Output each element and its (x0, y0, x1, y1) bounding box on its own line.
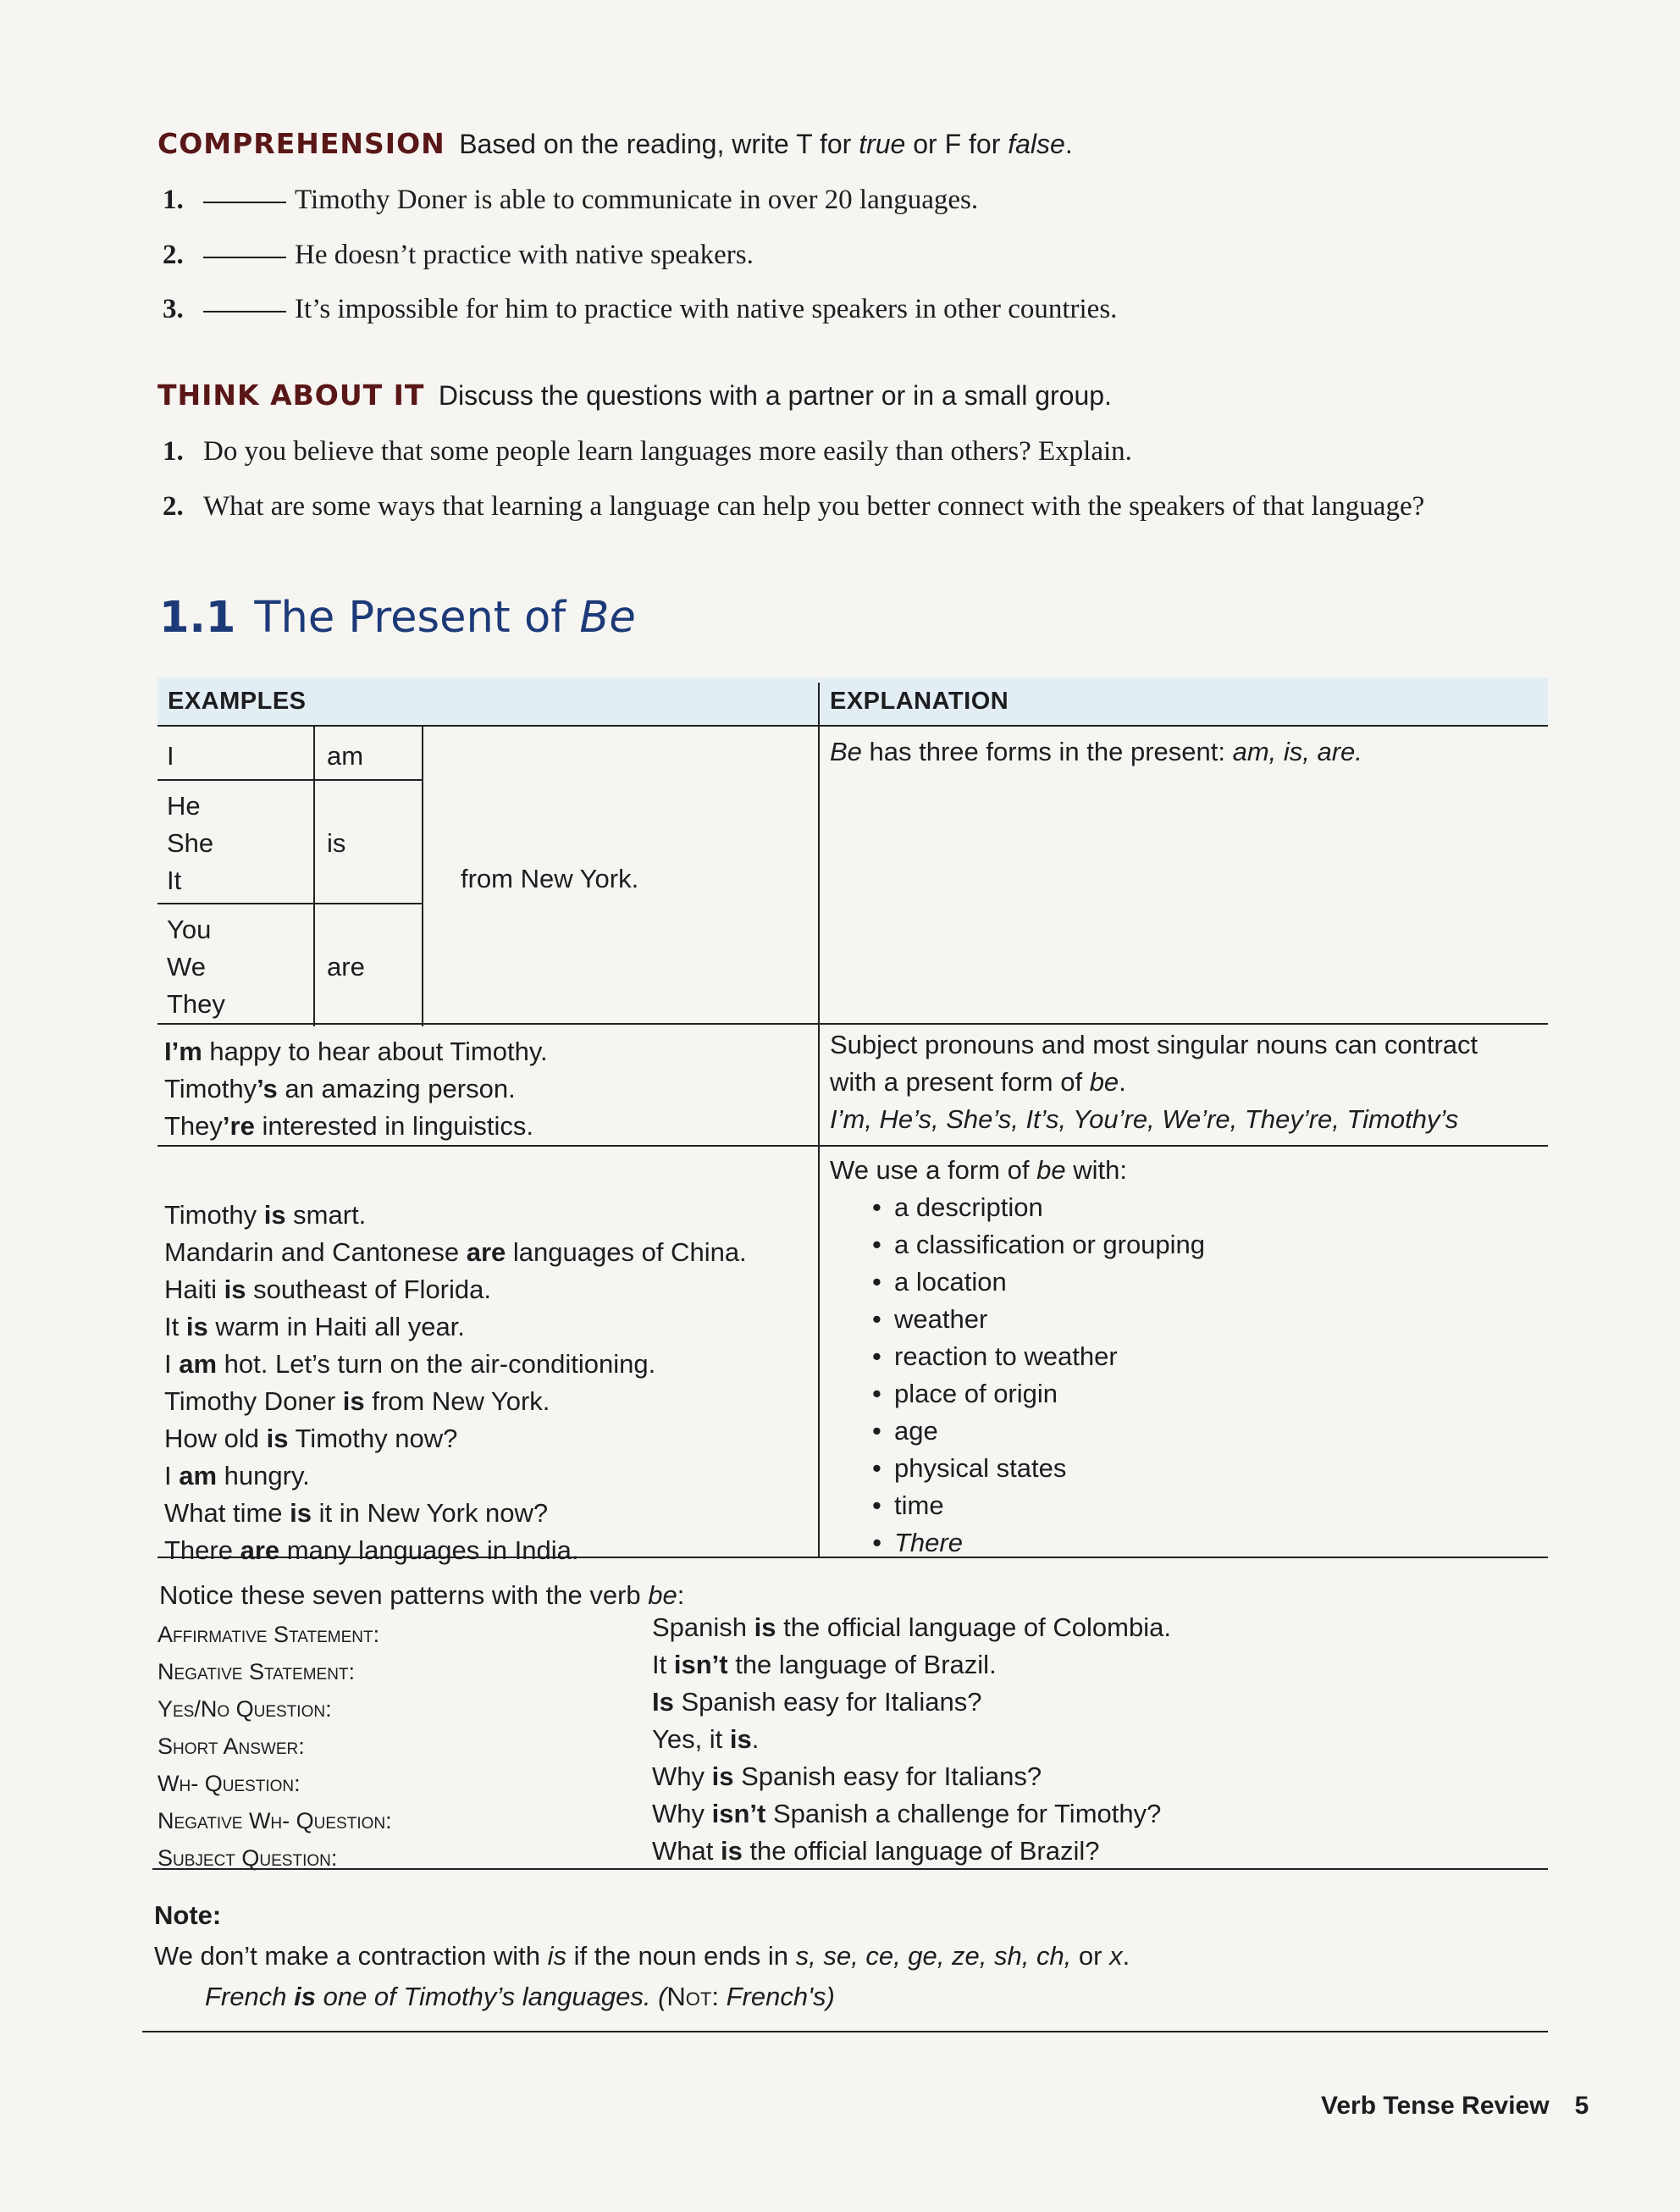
list-item: • There (870, 1524, 1205, 1562)
note-heading: Note: (154, 1900, 222, 1930)
list-item: There are many languages in India. (164, 1535, 579, 1565)
header-rule (158, 725, 1548, 727)
think-item-2: 2. What are some ways that learning a language can help you better connect with the speakers of that language? (163, 491, 1425, 522)
list-item: Why is Spanish easy for Italians? (652, 1761, 1042, 1791)
note-text: We don’t make a contraction with is if the noun ends in s, se, ce, ge, ze, sh, ch, or x. (154, 1941, 1130, 1971)
list-item: Timothy Doner is from New York. (164, 1386, 550, 1416)
list-item: • age (870, 1413, 1205, 1450)
contraction-examples: I’m happy to hear about Timothy. Timothy’s an amazing person. They’re interested in linguistics. (164, 1037, 548, 1141)
list-item: • reaction to weather (870, 1338, 1205, 1375)
verb-is: is (327, 828, 346, 858)
pronoun-i: I (167, 741, 174, 771)
uses-bullet-list (870, 1189, 1205, 1562)
pronouns-is: He She It (167, 791, 214, 895)
comprehension-heading: COMPREHENSION (158, 127, 445, 160)
list-item: • weather (870, 1301, 1205, 1338)
list-item: Timothy is smart. (164, 1200, 367, 1230)
list-item: • time (870, 1487, 1205, 1524)
section-title: 1.1 The Present of Be (159, 593, 636, 643)
bottom-rule (142, 2031, 1548, 2032)
list-item: Mandarin and Cantonese are languages of China. (164, 1237, 747, 1267)
list-item: Why isn’t Spanish a challenge for Timothy? (652, 1799, 1162, 1828)
think-instruction: Discuss the questions with a partner or in a small group. (438, 380, 1112, 411)
list-item: It isn’t the language of Brazil. (652, 1650, 997, 1679)
pronouns-are: You We They (167, 915, 225, 1019)
list-item: What is the official language of Brazil? (652, 1836, 1100, 1866)
list-item: Is Spanish easy for Italians? (652, 1687, 982, 1717)
pattern-labels: Affirmative Statement: Negative Statement: Yes/No Question: Short Answer: Wh- Question: Negative Wh- Question: Subject Question: (158, 1622, 392, 1871)
examples-header: EXAMPLES (158, 677, 818, 725)
comprehension-item-2: 2. He doesn’t practice with native speakers. (163, 240, 754, 270)
comprehension-item-1: 1. Timothy Doner is able to communicate in over 20 languages. (163, 185, 979, 215)
page-footer (1321, 2092, 1589, 2121)
list-item: • a description (870, 1189, 1205, 1226)
verb-am: am (327, 741, 364, 771)
answer-blank[interactable] (203, 202, 286, 203)
column-divider (818, 683, 820, 1557)
list-item: • a classification or grouping (870, 1226, 1205, 1264)
row-rule (158, 1145, 1548, 1147)
answer-blank[interactable] (203, 311, 286, 312)
list-item: What time is it in New York now? (164, 1498, 549, 1528)
list-item: I am hot. Let’s turn on the air-conditioning. (164, 1349, 656, 1379)
think-item-1: 1. Do you believe that some people learn languages more easily than others? Explain. (163, 436, 1132, 467)
list-item: Haiti is southeast of Florida. (164, 1275, 491, 1304)
list-item: It is warm in Haiti all year. (164, 1312, 465, 1341)
uses-explanation: We use a form of be with: • a description • a classification or grouping • a location • weather • reaction to weather • place of origin • age • physical states • time • There (830, 1152, 1205, 1562)
list-item: How old is Timothy now? (164, 1424, 458, 1453)
answer-blank[interactable] (203, 257, 286, 258)
list-item: Spanish is the official language of Colombia. (652, 1612, 1171, 1642)
forms-divider (422, 725, 423, 1026)
forms-divider (313, 725, 315, 1026)
list-item: I am hungry. (164, 1461, 310, 1490)
comprehension-item-3: 3. It’s impossible for him to practice with native speakers in other countries. (163, 294, 1118, 324)
comprehension-instruction: Based on the reading, write T for true or F for false. (459, 129, 1073, 159)
forms-rule (158, 903, 422, 904)
comprehension-header (158, 127, 1073, 160)
forms-explanation: Be has three forms in the present: am, is, are. (830, 737, 1362, 766)
think-header (158, 379, 1112, 412)
list-item: • a location (870, 1264, 1205, 1301)
contraction-explanation: Subject pronouns and most singular nouns can contract with a present form of be. I’m, He’s, She’s, It’s, You’re, We’re, They’re, Timothy’s (830, 1030, 1478, 1134)
list-item: • physical states (870, 1450, 1205, 1487)
forms-rule (158, 779, 422, 781)
pattern-examples (652, 1609, 1171, 1870)
book-section-title: Verb Tense Review (1321, 2092, 1550, 2120)
explanation-header: EXPLANATION (820, 677, 1548, 725)
list-item: Yes, it is. (652, 1724, 760, 1754)
verb-are: are (327, 952, 365, 982)
think-heading: THINK ABOUT IT (158, 379, 425, 412)
note-example: French is one of Timothy’s languages. (Not: French's) (205, 1982, 835, 2011)
row-rule (158, 1023, 1548, 1025)
complement: from New York. (461, 864, 639, 893)
list-item: • place of origin (870, 1375, 1205, 1413)
page-number: 5 (1574, 2092, 1589, 2120)
uses-examples (164, 1197, 747, 1569)
patterns-intro: Notice these seven patterns with the verb be: (159, 1580, 685, 1610)
